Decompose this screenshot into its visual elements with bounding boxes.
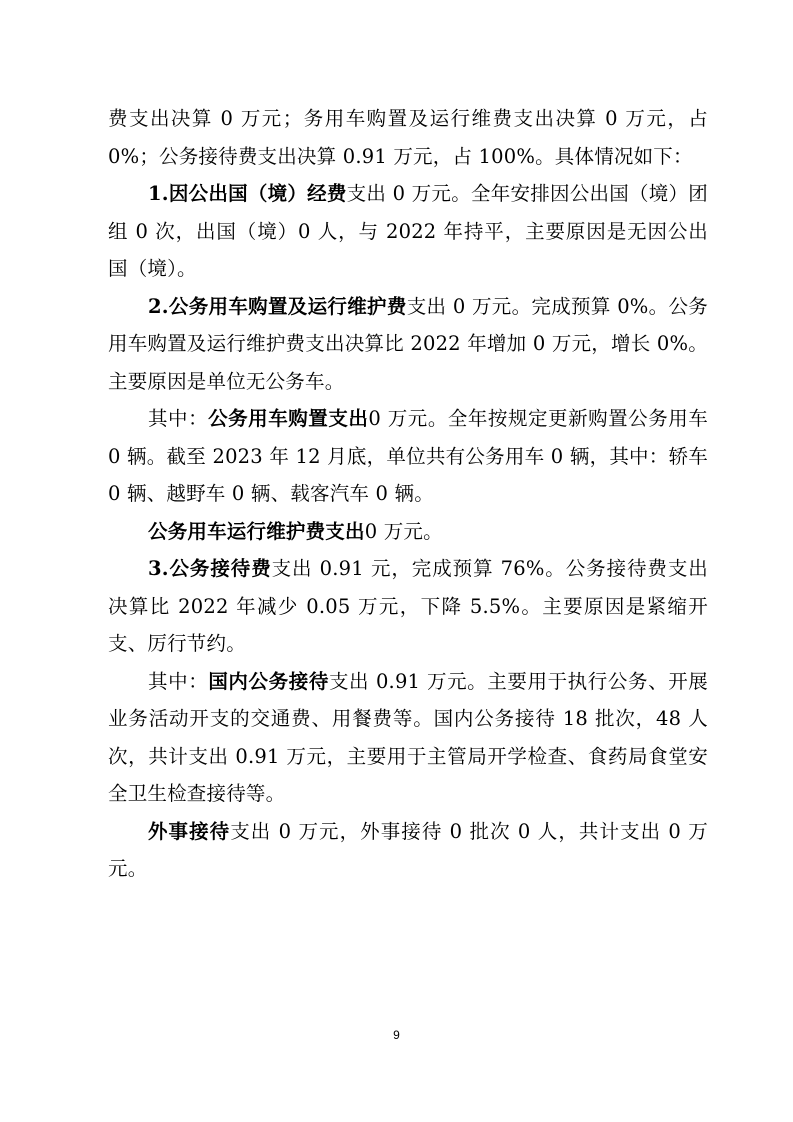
body-text: 0 万元。 <box>364 519 443 543</box>
body-text: 其中： <box>148 407 209 430</box>
body-text: 支出 0 万元。全年安排因公出国（境）团组 0 次，出国（境）0 人，与 2022 年持平，主要原因是无因公出国（境）。 <box>108 182 708 280</box>
body-text: 费支出决算 0 万元；务用车购置及运行维费支出决算 0 万元，占 0%；公务接待费支出决算 0.91 万元，占 100%。具体情况如下： <box>108 107 708 168</box>
bold-heading-text: 2.公务用车购置及运行维护费 <box>148 294 407 318</box>
bold-heading-text: 公务用车购置支出 <box>208 407 369 430</box>
body-text: 0 万元。全年按规定更新购置公务用车 0 辆。截至 2023 年 12 月底，单位共有公务用车 0 辆，其中：轿车 0 辆、越野车 0 辆、载客汽车 0 辆。 <box>108 407 708 505</box>
page-number: 9 <box>393 1028 400 1042</box>
body-text: 支出 0.91 元，完成预算 76%。公务接待费支出决算比 2022 年减少 0.05 万元，下降 5.5%。主要原因是紧缩开支、厉行节约。 <box>108 557 708 655</box>
paragraph-vehicles <box>108 288 708 401</box>
document-body <box>108 100 708 888</box>
paragraph-domestic-reception <box>108 663 708 813</box>
bold-heading-text: 公务用车运行维护费支出 <box>148 519 365 543</box>
paragraph-reception <box>108 550 708 663</box>
paragraph-vehicle-operation <box>108 513 708 551</box>
body-text: 支出 0 万元。完成预算 0%。公务用车购置及运行维护费支出决算比 2022 年增加 0 万元，增长 0%。主要原因是单位无公务车。 <box>108 294 708 393</box>
body-text: 支出 0 万元，外事接待 0 批次 0 人，共计支出 0 万元。 <box>108 819 708 880</box>
body-text: 其中： <box>148 669 209 693</box>
bold-heading-text: 1.因公出国（境）经费 <box>148 182 347 205</box>
paragraph-overseas <box>108 175 708 288</box>
body-text: 支出 0.91 万元。主要用于执行公务、开展业务活动开支的交通费、用餐费等。国内公务接待 18 批次，48 人次，共计支出 0.91 万元，主要用于主管局开学检查、食药局食堂安全卫生检查接待等。 <box>108 669 708 805</box>
paragraph-vehicle-purchase <box>108 400 708 513</box>
paragraph-foreign-reception <box>108 813 708 888</box>
bold-heading-text: 外事接待 <box>148 819 231 843</box>
bold-heading-text: 3.公务接待费 <box>148 557 272 580</box>
paragraph-intro <box>108 100 708 175</box>
bold-heading-text: 国内公务接待 <box>208 669 329 693</box>
